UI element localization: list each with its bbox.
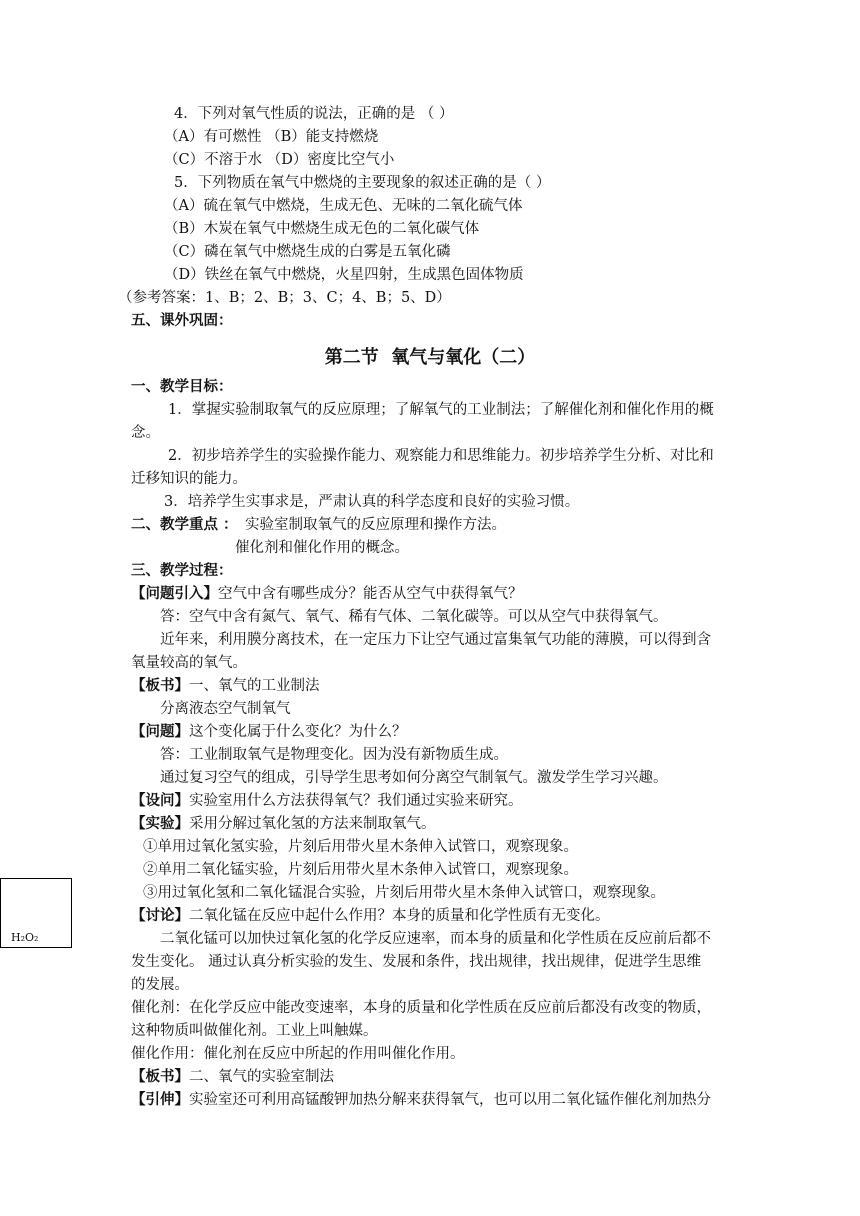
membrane-line-1: 近年来，利用膜分离技术，在一定压力下让空气通过富集氧气功能的薄膜，可以得到含 xyxy=(160,632,711,648)
board-note-2-tag: 【板书】 xyxy=(131,1068,189,1085)
goal-1-line-1: 1．掌握实验制取氧气的反应原理；了解氧气的工业制法；了解催化剂和催化作用的概 xyxy=(168,402,714,418)
answer-2: 答：工业制取氧气是物理变化。因为没有新物质生成。 xyxy=(160,747,508,763)
board-note-2-text: 二、氧气的实验室制法 xyxy=(189,1069,334,1085)
inquiry-tag: 【设问】 xyxy=(131,792,189,809)
question-5-option-a: （A）硫在氧气中燃烧，生成无色、无味的二氧化硫气体 xyxy=(164,198,523,214)
h2o2-label: H₂O₂ xyxy=(11,931,39,944)
review-line: 通过复习空气的组成，引导学生思考如何分离空气制氧气。激发学生学习兴趣。 xyxy=(160,770,668,786)
goal-2-line-2: 迁移知识的能力。 xyxy=(131,471,247,487)
question-5-option-b: （B）木炭在氧气中燃烧生成无色的二氧化碳气体 xyxy=(164,221,480,237)
experiment-step-2: ②单用二氧化锰实验，片刻后用带火星木条伸入试管口，观察现象。 xyxy=(143,862,578,878)
question-tag: 【问题】 xyxy=(131,723,189,740)
key-point-2: 催化剂和催化作用的概念。 xyxy=(235,540,409,556)
key-point-1: 实验室制取氧气的反应原理和操作方法。 xyxy=(245,517,506,533)
goal-2-line-1: 2．初步培养学生的实验操作能力、观察能力和思维能力。初步培养学生分析、对比和 xyxy=(168,448,714,464)
question-4-options-ab: （A）有可燃性 （B）能支持燃烧 xyxy=(164,129,379,145)
goal-3: 3．培养学生实事求是，严肃认真的科学态度和良好的实验习惯。 xyxy=(164,494,580,510)
extension-line xyxy=(131,1090,711,1110)
discussion-line xyxy=(131,906,610,926)
key-points-heading: 二、教学重点 ： xyxy=(131,516,238,533)
inquiry-text: 实验室用什么方法获得氧气？我们通过实验来研究。 xyxy=(189,793,523,809)
catalyst-def-line-1: 催化剂：在化学反应中能改变速率，本身的质量和化学性质在反应前后都没有改变的物质， xyxy=(131,1000,711,1016)
mno2-line-2: 发生变化。 通过认真分析实验的发生、发展和条件，找出规律，找出规律，促进学生思维 xyxy=(131,954,702,970)
experiment-tag: 【实验】 xyxy=(131,815,189,832)
mno2-line-1: 二氧化锰可以加快过氧化氢的化学反应速率，而本身的质量和化学性质在反应前后都不 xyxy=(160,931,711,947)
process-heading: 三、教学过程： xyxy=(131,562,233,579)
discussion-tag: 【讨论】 xyxy=(131,907,189,924)
inquiry-line xyxy=(131,791,523,811)
question-text: 这个变化属于什么变化？为什么？ xyxy=(189,724,407,740)
board-note-1 xyxy=(131,676,320,696)
board-note-2 xyxy=(131,1067,334,1087)
question-4: 4．下列对氧气性质的说法，正确的是 （ ） xyxy=(174,106,454,122)
question-5-option-c: （C）磷在氧气中燃烧生成的白雾是五氧化磷 xyxy=(164,244,451,260)
question-5-option-d: （D）铁丝在氧气中燃烧，火星四射，生成黑色固体物质 xyxy=(164,267,524,283)
experiment-step-3: ③用过氧化氢和二氧化锰混合实验，片刻后用带火星木条伸入试管口，观察现象。 xyxy=(143,885,665,901)
liquid-air-line: 分离液态空气制氧气 xyxy=(160,701,291,717)
mno2-line-3: 的发展。 xyxy=(131,977,189,993)
experiment-text: 采用分解过氧化氢的方法来制取氧气。 xyxy=(189,816,436,832)
extension-tag: 【引伸】 xyxy=(131,1091,189,1108)
catalysis-def: 催化作用：催化剂在反应中所起的作用叫催化作用。 xyxy=(131,1046,465,1062)
experiment-step-1: ①单用过氧化氢实验，片刻后用带火星木条伸入试管口，观察现象。 xyxy=(143,839,578,855)
question-4-options-cd: （C）不溶于水 （D）密度比空气小 xyxy=(164,152,395,168)
answer-1: 答：空气中含有氮气、氧气、稀有气体、二氧化碳等。可以从空气中获得氧气。 xyxy=(160,609,668,625)
problem-intro-text: 空气中含有哪些成分？能否从空气中获得氧气？ xyxy=(218,586,523,602)
extension-text: 实验室还可利用高锰酸钾加热分解来获得氧气，也可以用二氧化锰作催化剂加热分 xyxy=(189,1092,711,1108)
board-note-1-tag: 【板书】 xyxy=(131,677,189,694)
h2o2-label-box xyxy=(0,878,72,948)
goals-heading: 一、教学目标： xyxy=(131,378,233,395)
question-5: 5．下列物质在氧气中燃烧的主要现象的叙述正确的是（ ） xyxy=(174,175,551,191)
section-5-heading: 五、课外巩固： xyxy=(131,312,233,329)
experiment-line xyxy=(131,814,436,834)
board-note-1-text: 一、氧气的工业制法 xyxy=(189,678,320,694)
page-title: 第二节 氧气与氧化（二） xyxy=(324,347,536,368)
catalyst-def-line-2: 这种物质叫做催化剂。工业上叫触媒。 xyxy=(131,1023,378,1039)
goal-1-line-2: 念。 xyxy=(131,425,160,441)
problem-intro xyxy=(131,584,523,604)
answer-key: （参考答案：1、B；2、B；3、C；4、B；5、D） xyxy=(118,290,451,306)
membrane-line-2: 氧量较高的氧气。 xyxy=(131,655,247,671)
question-line xyxy=(131,722,407,742)
discussion-text: 二氧化锰在反应中起什么作用？本身的质量和化学性质有无变化。 xyxy=(189,908,610,924)
problem-intro-tag: 【问题引入】 xyxy=(131,585,218,602)
